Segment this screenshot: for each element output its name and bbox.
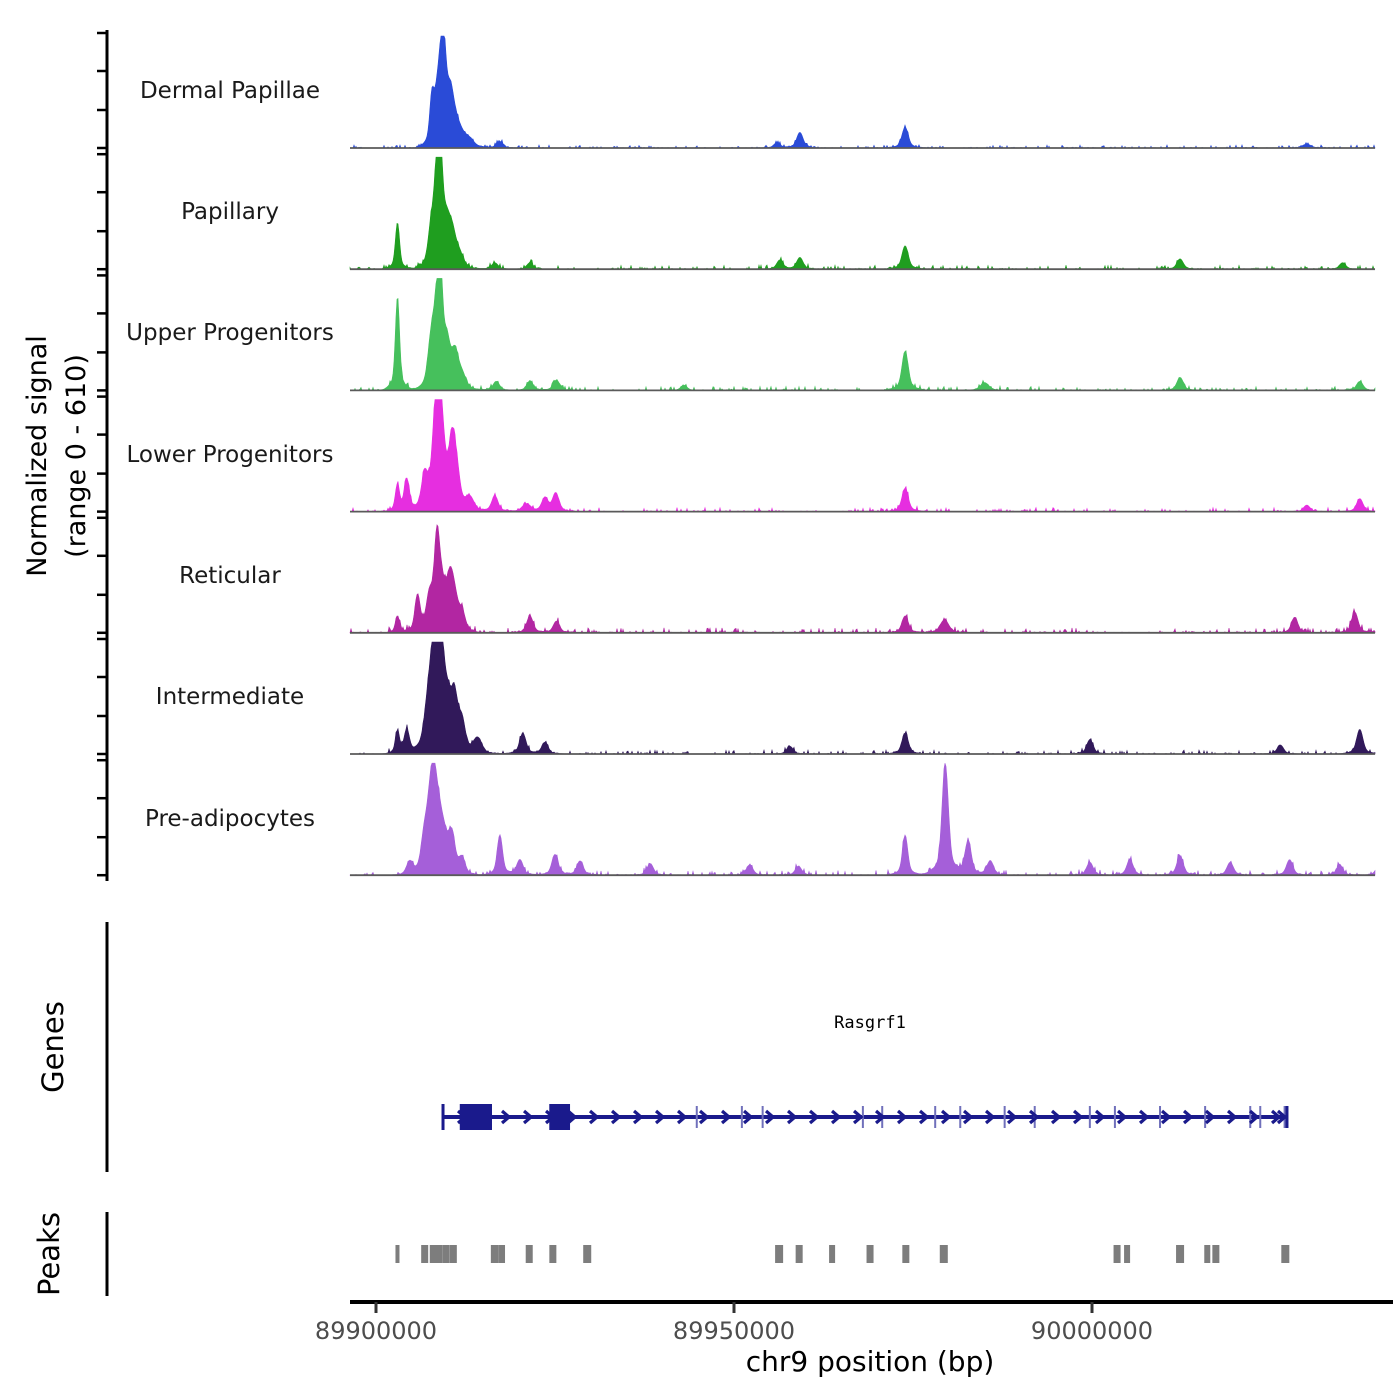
signal-track-4 <box>350 525 1375 633</box>
signal-track-3 <box>350 400 1375 512</box>
x-axis <box>350 1302 1393 1313</box>
signal-track-5 <box>350 642 1375 754</box>
signal-track-6 <box>350 763 1375 875</box>
track-label-papillary: Papillary <box>181 199 279 225</box>
genes-section-label: Genes <box>36 1001 70 1093</box>
x-tick-89950000: 89950000 <box>672 1317 796 1345</box>
y-axis-label-line1: Normalized signal <box>22 335 53 577</box>
track-label-dermal-papillae: Dermal Papillae <box>139 78 321 104</box>
track-label-upper-progenitors: Upper Progenitors <box>126 320 334 346</box>
x-tick-90000000: 90000000 <box>1030 1317 1154 1345</box>
peaks-section-label: Peaks <box>32 1212 66 1296</box>
peak-intervals <box>395 1245 1289 1263</box>
track-label-intermediate: Intermediate <box>155 684 305 710</box>
gene-model-rasgrf1 <box>443 1104 1287 1130</box>
gene-name-rasgrf1: Rasgrf1 <box>834 1013 906 1033</box>
track-label-lower-progenitors: Lower Progenitors <box>126 442 334 468</box>
x-axis-title: chr9 position (bp) <box>745 1345 995 1378</box>
x-tick-89900000: 89900000 <box>314 1317 438 1345</box>
signal-track-0 <box>350 36 1375 148</box>
signal-track-1 <box>350 157 1375 269</box>
signal-track-2 <box>350 278 1375 390</box>
y-axis-label-line2: (range 0 - 610) <box>61 354 92 558</box>
track-label-reticular: Reticular <box>179 563 281 589</box>
track-label-pre-adipocytes: Pre-adipocytes <box>144 806 316 832</box>
